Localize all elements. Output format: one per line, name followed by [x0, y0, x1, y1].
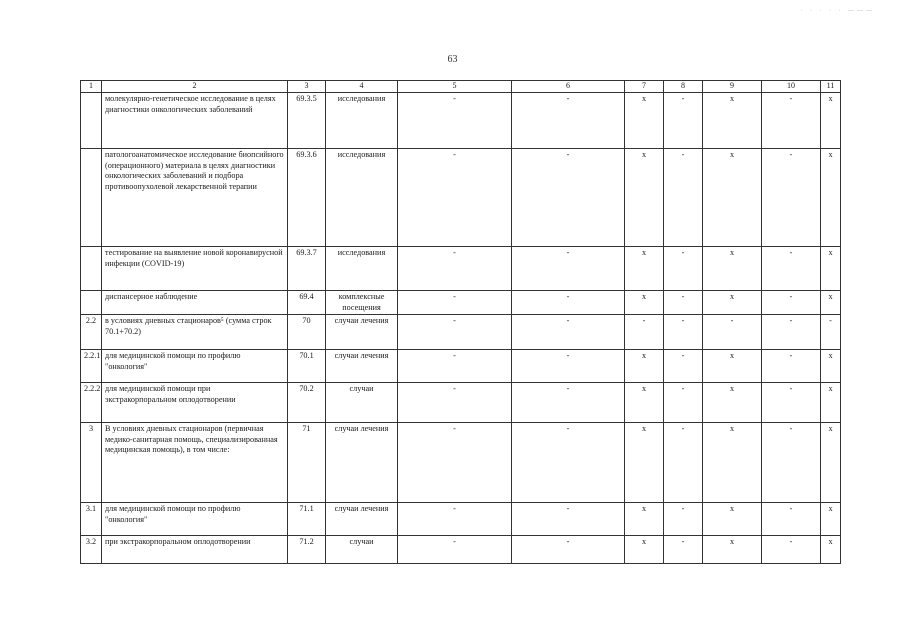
scan-marks: · · · · · ———: [800, 8, 875, 14]
cell: х: [625, 383, 664, 423]
row-code: 69.3.5: [288, 93, 326, 149]
row-code: 70.1: [288, 350, 326, 383]
cell: -: [398, 247, 512, 291]
table-row: [81, 315, 841, 350]
cell: -: [703, 315, 762, 350]
cell: х: [625, 291, 664, 315]
cell: х: [703, 149, 762, 247]
cell: -: [821, 315, 841, 350]
cell: -: [512, 149, 625, 247]
table-row: [81, 383, 841, 423]
cell: -: [762, 536, 821, 564]
cell: х: [625, 149, 664, 247]
row-unit: исследования: [326, 93, 398, 149]
cell: -: [512, 536, 625, 564]
cell: х: [703, 503, 762, 536]
cell: -: [398, 536, 512, 564]
cell: -: [512, 315, 625, 350]
row-unit: случаи лечения: [326, 503, 398, 536]
row-number: 2.2: [81, 315, 102, 350]
row-code: 70: [288, 315, 326, 350]
cell: -: [398, 503, 512, 536]
col-header: 1: [81, 81, 102, 93]
cell: -: [664, 536, 703, 564]
col-header: 10: [762, 81, 821, 93]
row-code: 71: [288, 423, 326, 503]
cell: -: [762, 315, 821, 350]
row-unit: случаи: [326, 383, 398, 423]
row-unit: случаи лечения: [326, 350, 398, 383]
row-name: диспансерное наблюдение: [102, 291, 288, 315]
row-name: для медицинской помощи по профилю "онкология": [102, 350, 288, 383]
cell: -: [664, 350, 703, 383]
row-unit: исследования: [326, 149, 398, 247]
row-code: 71.1: [288, 503, 326, 536]
cell: -: [664, 503, 703, 536]
row-unit: случаи: [326, 536, 398, 564]
row-code: 71.2: [288, 536, 326, 564]
page-number: 63: [447, 54, 458, 65]
cell: -: [398, 423, 512, 503]
table-row: [81, 247, 841, 291]
cell: -: [762, 93, 821, 149]
row-number: 3.1: [81, 503, 102, 536]
row-code: 69.3.7: [288, 247, 326, 291]
col-header: 3: [288, 81, 326, 93]
table-row: [81, 149, 841, 247]
cell: х: [821, 503, 841, 536]
row-name: в условиях дневных стационаров⁵ (сумма строк 70.1+70.2): [102, 315, 288, 350]
row-number: [81, 247, 102, 291]
cell: -: [512, 503, 625, 536]
cell: -: [762, 423, 821, 503]
col-header: 2: [102, 81, 288, 93]
cell: -: [398, 149, 512, 247]
row-name: патологоанатомическое исследование биопсийного (операционного) материала в целях диагностики онкологических заболеваний и подбора противоопухолевой лекарственной терапии: [102, 149, 288, 247]
cell: -: [664, 149, 703, 247]
cell: -: [762, 291, 821, 315]
row-name: молекулярно-генетическое исследование в целях диагностики онкологических заболеваний: [102, 93, 288, 149]
cell: х: [625, 536, 664, 564]
table-row: [81, 350, 841, 383]
table-row: [81, 423, 841, 503]
cell: х: [821, 247, 841, 291]
row-name: тестирование на выявление новой коронавирусной инфекции (COVID-19): [102, 247, 288, 291]
row-name: для медицинской помощи по профилю "онкология": [102, 503, 288, 536]
row-name: В условиях дневных стационаров (первичная медико-санитарная помощь, специализированная медицинская помощь), в том числе:: [102, 423, 288, 503]
table-row: [81, 93, 841, 149]
row-unit: случаи лечения: [326, 315, 398, 350]
cell: -: [512, 423, 625, 503]
col-header: 8: [664, 81, 703, 93]
row-number: [81, 291, 102, 315]
cell: х: [821, 423, 841, 503]
data-table: [80, 80, 841, 564]
cell: х: [703, 423, 762, 503]
cell: -: [398, 383, 512, 423]
cell: х: [625, 503, 664, 536]
cell: х: [821, 536, 841, 564]
row-code: 69.4: [288, 291, 326, 315]
cell: -: [512, 350, 625, 383]
cell: -: [664, 93, 703, 149]
cell: -: [398, 93, 512, 149]
cell: -: [512, 247, 625, 291]
table-row: [81, 536, 841, 564]
row-number: [81, 93, 102, 149]
col-header: 7: [625, 81, 664, 93]
cell: х: [625, 423, 664, 503]
cell: х: [821, 149, 841, 247]
cell: х: [821, 291, 841, 315]
row-name: для медицинской помощи при экстракорпоральном оплодотворении: [102, 383, 288, 423]
cell: х: [625, 93, 664, 149]
row-number: 2.2.1: [81, 350, 102, 383]
cell: -: [512, 93, 625, 149]
row-number: [81, 149, 102, 247]
cell: -: [398, 315, 512, 350]
table-row: [81, 503, 841, 536]
cell: -: [762, 149, 821, 247]
cell: х: [821, 93, 841, 149]
cell: -: [664, 291, 703, 315]
cell: х: [821, 350, 841, 383]
row-unit: исследования: [326, 247, 398, 291]
row-number: 3: [81, 423, 102, 503]
cell: х: [625, 350, 664, 383]
row-name: при экстракорпоральном оплодотворении: [102, 536, 288, 564]
cell: х: [821, 383, 841, 423]
cell: х: [703, 247, 762, 291]
cell: -: [625, 315, 664, 350]
cell: х: [703, 291, 762, 315]
cell: -: [664, 315, 703, 350]
cell: -: [398, 291, 512, 315]
cell: -: [762, 503, 821, 536]
col-header: 9: [703, 81, 762, 93]
row-number: 2.2.2: [81, 383, 102, 423]
cell: -: [762, 350, 821, 383]
cell: х: [625, 247, 664, 291]
cell: -: [664, 247, 703, 291]
column-numbers-row: [81, 81, 841, 93]
col-header: 11: [821, 81, 841, 93]
cell: х: [703, 93, 762, 149]
row-number: 3.2: [81, 536, 102, 564]
row-unit: комплексные посещения: [326, 291, 398, 315]
cell: -: [762, 247, 821, 291]
col-header: 6: [512, 81, 625, 93]
cell: -: [664, 383, 703, 423]
cell: -: [762, 383, 821, 423]
cell: -: [398, 350, 512, 383]
row-code: 70.2: [288, 383, 326, 423]
cell: х: [703, 536, 762, 564]
row-code: 69.3.6: [288, 149, 326, 247]
col-header: 5: [398, 81, 512, 93]
cell: -: [664, 423, 703, 503]
cell: х: [703, 350, 762, 383]
cell: х: [703, 383, 762, 423]
row-unit: случаи лечения: [326, 423, 398, 503]
cell: -: [512, 291, 625, 315]
col-header: 4: [326, 81, 398, 93]
table-row: [81, 291, 841, 315]
cell: -: [512, 383, 625, 423]
